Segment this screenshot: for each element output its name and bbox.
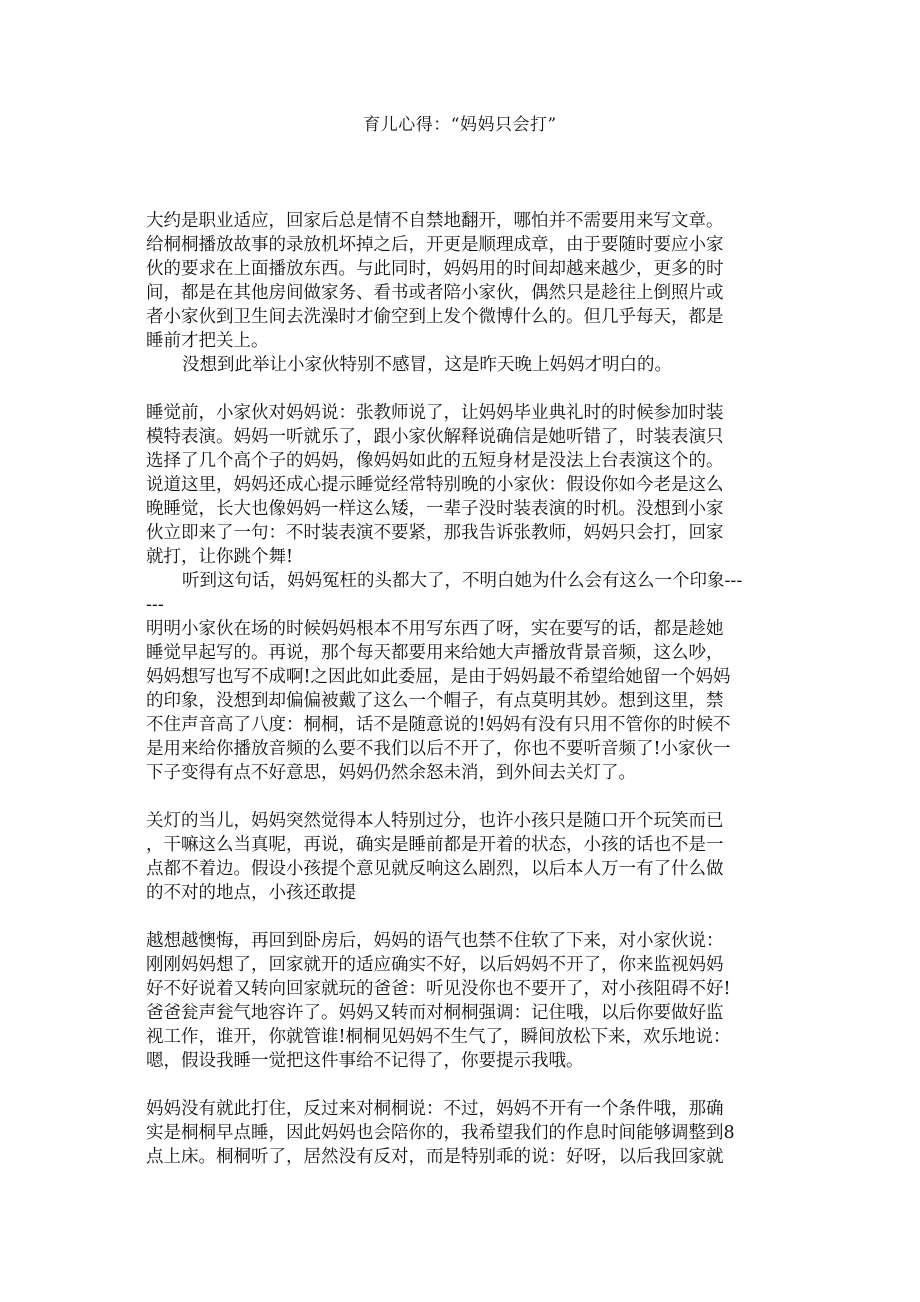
text-line: 者小家伙到卫生间去洗澡时才偷空到上发个微博什么的。但几乎每天，都是 <box>146 307 724 327</box>
text-line: 的不对的地点，小孩还敢提 <box>146 883 356 903</box>
paragraph-gap <box>146 1073 774 1097</box>
paragraph-gap <box>146 785 774 809</box>
text-line: 就打，让你跳个舞! <box>146 547 294 567</box>
text-line: 好不好说着又转向回家就玩的爸爸：听见没你也不要开了，对小孩阻碍不好! <box>146 979 731 999</box>
text-line: 选择了几个高个子的妈妈，像妈妈如此的五短身材是没法上台表演这个的。 <box>146 451 724 471</box>
text-line: 的印象，没想到却偏偏被戴了这么一个帽子，有点莫明其妙。想到这里，禁 <box>146 691 724 711</box>
text-line: 妈妈想写也写不成啊!之因此如此委屈，是由于妈妈最不希望给她留一个妈妈 <box>146 667 731 687</box>
text-line: 明明小家伙在场的时候妈妈根本不用写东西了呀，实在要写的话，都是趁她 <box>146 619 724 639</box>
paragraph-gap <box>146 905 774 929</box>
paragraph-first-line: 没想到此举让小家伙特别不感冒，这是昨天晚上妈妈才明白的。 <box>182 355 672 375</box>
text-line: 越想越懊悔，再回到卧房后，妈妈的语气也禁不住软了下来，对小家伙说： <box>146 931 724 951</box>
text-line: 爸爸瓮声瓮气地容许了。妈妈又转而对桐桐强调：记住哦，以后你要做好监 <box>146 1003 724 1023</box>
text-line: 不住声音高了八度：桐桐，话不是随意说的!妈妈有没有只用不管你的时候不 <box>146 715 731 735</box>
paragraph-first-line: 听到这句话，妈妈冤枉的头都大了，不明白她为什么会有这么一个印象--- <box>182 571 743 591</box>
text-line: 睡觉早起写的。再说，那个每天都要用来给她大声播放背景音频，这么吵， <box>146 643 724 663</box>
text-line: 间，都是在其他房间做家务、看书或者陪小家伙，偶然只是趁往上倒照片或 <box>146 283 724 303</box>
text-line: 点上床。桐桐听了，居然没有反对，而是特别乖的说：好呀，以后我回家就 <box>146 1147 724 1167</box>
text-line: 模特表演。妈妈一听就乐了，跟小家伙解释说确信是她听错了，时装表演只 <box>146 427 724 447</box>
paragraph-gap <box>146 377 774 401</box>
text-line: 刚刚妈妈想了，回家就开的适应确实不好，以后妈妈不开了，你来监视妈妈 <box>146 955 724 975</box>
document-body <box>146 209 774 1169</box>
text-line: 说道这里，妈妈还成心提示睡觉经常特别晚的小家伙：假设你如今老是这么 <box>146 475 724 495</box>
text-line: ，干嘛这么当真呢，再说，确实是睡前都是开着的状态，小孩的话也不是一 <box>146 835 724 855</box>
text-line: 点都不着边。假设小孩提个意见就反响这么剧烈，以后本人万一有了什么做 <box>146 859 724 879</box>
text-line: 视工作，谁开，你就管谁!桐桐见妈妈不生气了，瞬间放松下来，欢乐地说： <box>146 1027 731 1047</box>
text-line: 大约是职业适应，回家后总是情不自禁地翻开，哪怕并不需要用来写文章。 <box>146 211 724 231</box>
text-line: 下子变得有点不好意思，妈妈仍然余怒未消，到外间去关灯了。 <box>146 763 636 783</box>
text-line: 睡觉前，小家伙对妈妈说：张教师说了，让妈妈毕业典礼时的时候参加时装 <box>146 403 724 423</box>
text-line: 晚睡觉，长大也像妈妈一样这么矮，一辈子没时装表演的时机。没想到小家 <box>146 499 724 519</box>
page-title: 育儿心得：“妈妈只会打” <box>363 115 557 135</box>
text-line: 睡前才把关上。 <box>146 331 269 351</box>
text-line: 嗯，假设我睡一觉把这件事给不记得了，你要提示我哦。 <box>146 1051 584 1071</box>
text-line: 关灯的当儿，妈妈突然觉得本人特别过分，也许小孩只是随口开个玩笑而已 <box>146 811 724 831</box>
text-line: 给桐桐播放故事的录放机坏掉之后，开更是顺理成章，由于要随时要应小家 <box>146 235 724 255</box>
text-line: 妈妈没有就此打住，反过来对桐桐说：不过，妈妈不开有一个条件哦，那确 <box>146 1099 724 1119</box>
text-line: 伙立即来了一句：不时装表演不要紧，那我告诉张教师，妈妈只会打，回家 <box>146 523 724 543</box>
text-line: --- <box>146 595 164 615</box>
text-line: 是用来给你播放音频的么要不我们以后不开了，你也不要听音频了!小家伙一 <box>146 739 731 759</box>
text-line: 伙的要求在上面播放东西。与此同时，妈妈用的时间却越来越少，更多的时 <box>146 259 724 279</box>
text-line: 实是桐桐早点睡，因此妈妈也会陪你的，我希望我们的作息时间能够调整到8 <box>146 1123 735 1143</box>
